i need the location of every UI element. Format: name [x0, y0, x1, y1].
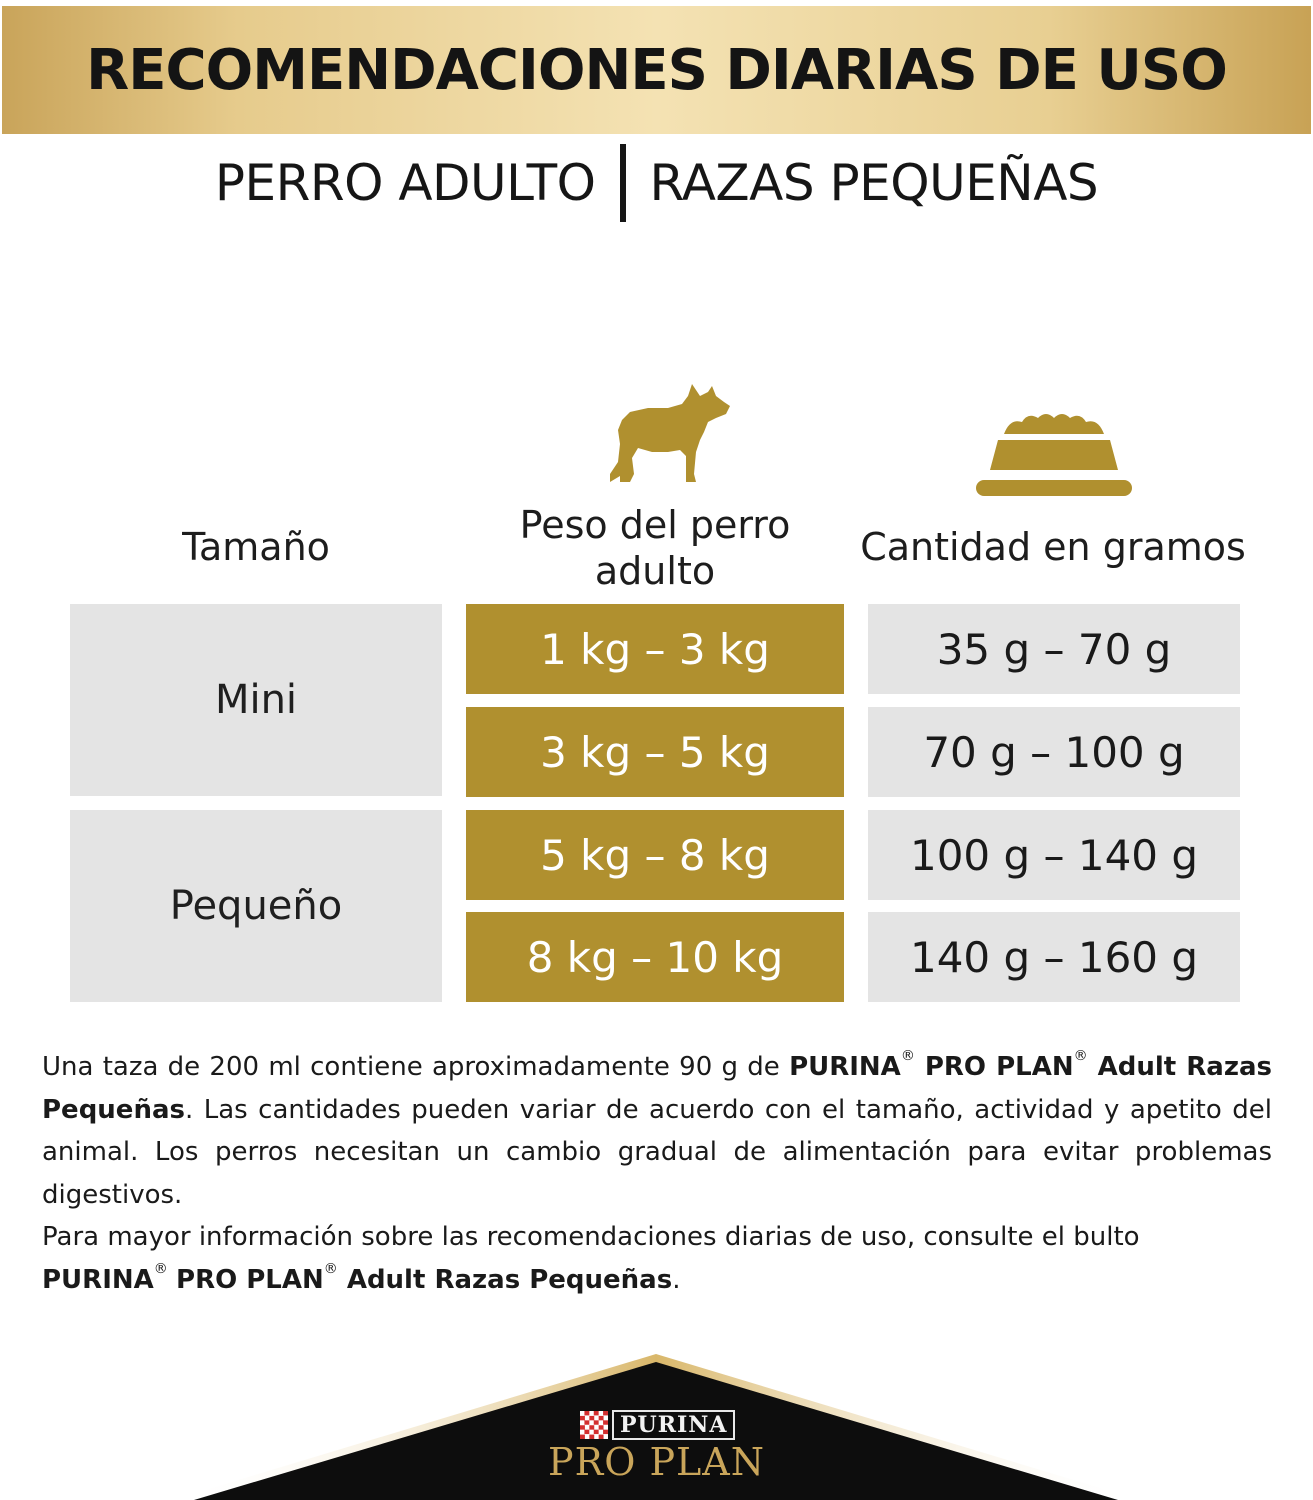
proplan-logo: PRO PLAN — [548, 1440, 765, 1484]
subtitle-left: PERRO ADULTO — [214, 153, 596, 212]
header-weight — [466, 502, 844, 594]
header-amount: Cantidad en gramos — [860, 525, 1246, 569]
usage-note — [42, 1046, 1272, 1301]
subtitle — [0, 140, 1313, 225]
food-bowl-icon — [974, 408, 1134, 498]
weight-cell: 1 kg – 3 kg — [466, 604, 844, 694]
note-text: Una taza de 200 ml contiene aproximadamente 90 g de — [42, 1052, 790, 1082]
registered-mark: ® — [323, 1260, 338, 1277]
registered-mark: ® — [153, 1260, 168, 1277]
product-name: Adult Razas Pequeñas — [42, 1052, 1272, 1125]
subtitle-right: RAZAS PEQUEÑAS — [649, 153, 1099, 212]
brand-proplan: PRO PLAN — [176, 1264, 324, 1295]
title-banner — [2, 6, 1311, 134]
brand-purina: PURINA — [789, 1052, 901, 1082]
weight-cell: 5 kg – 8 kg — [466, 810, 844, 900]
registered-mark: ® — [900, 1048, 915, 1064]
product-name: Adult Razas Pequeñas — [337, 1264, 673, 1295]
brand-purina: PURINA — [42, 1264, 154, 1295]
french-bulldog-icon — [608, 382, 734, 486]
note-text: . — [672, 1264, 681, 1295]
grams-cell: 35 g – 70 g — [868, 604, 1240, 694]
header-size: Tamaño — [182, 525, 330, 569]
grams-cell: 100 g – 140 g — [868, 810, 1240, 900]
purina-checkerboard-icon — [580, 1411, 608, 1439]
note-paragraph-2 — [42, 1216, 1272, 1301]
size-cell-mini: Mini — [70, 604, 442, 796]
registered-mark: ® — [1073, 1048, 1088, 1064]
grams-cell: 70 g – 100 g — [868, 707, 1240, 797]
weight-cell: 8 kg – 10 kg — [466, 912, 844, 1002]
page-title: RECOMENDACIONES DIARIAS DE USO — [86, 37, 1227, 103]
grams-cell: 140 g – 160 g — [868, 912, 1240, 1002]
purina-logo — [580, 1410, 735, 1440]
size-cell-pequeno: Pequeño — [70, 810, 442, 1002]
note-paragraph-1 — [42, 1046, 1272, 1216]
header-weight-line2: adulto — [594, 549, 716, 593]
brand-proplan: PRO PLAN — [914, 1052, 1074, 1082]
note-text: Para mayor información sobre las recomendaciones diarias de uso, consulte el bulto — [42, 1222, 1140, 1252]
weight-cell: 3 kg – 5 kg — [466, 707, 844, 797]
subtitle-divider — [620, 144, 626, 222]
purina-wordmark: PURINA — [612, 1410, 735, 1440]
note-text: . Las cantidades pueden variar de acuerdo con el tamaño, actividad y apetito del animal. Los perros necesitan un cambio gradual de alimentación para evitar problemas digestivos. — [42, 1094, 1272, 1210]
header-weight-line1: Peso del perro — [519, 503, 791, 547]
